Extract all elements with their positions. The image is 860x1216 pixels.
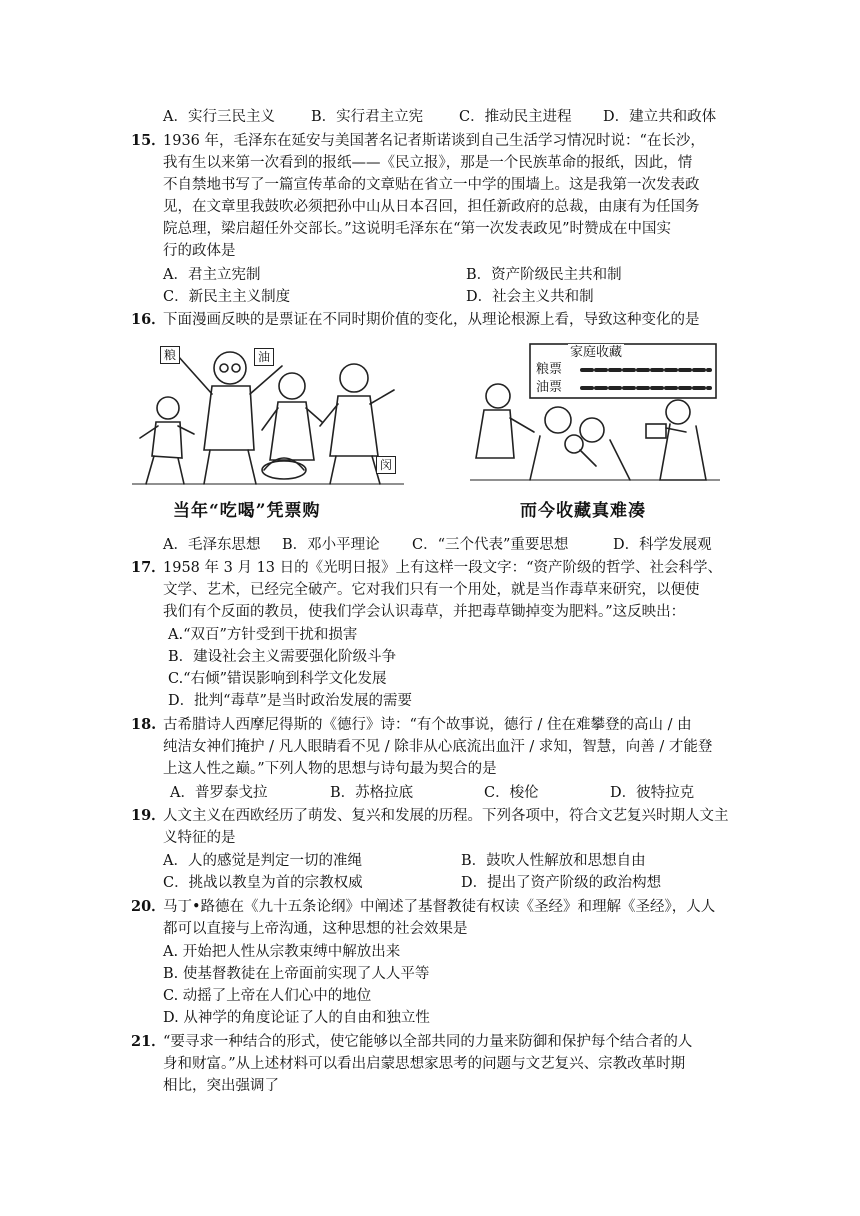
cartoon-ticket-collection-now	[470, 340, 720, 484]
q20-number: 20．	[131, 898, 166, 915]
collection-board-oil-tickets: 油票	[536, 380, 563, 395]
q16-option-b: B．邓小平理论	[282, 537, 380, 553]
q18-option-a: A．普罗泰戈拉	[170, 785, 268, 801]
q16-option-a: A．毛泽东思想	[163, 537, 261, 553]
collection-board-header: 家庭收藏	[570, 345, 623, 360]
q18-option-d: D．彼特拉克	[610, 785, 695, 801]
q18-stem-line: 古希腊诗人西摩尼得斯的《德行》诗：“有个故事说，德行 / 住在难攀登的高山 / 由	[163, 717, 692, 733]
q15-option-d: D．社会主义共和制	[466, 289, 594, 305]
q20-option-c: C. 动摇了上帝在人们心中的地位	[163, 988, 372, 1004]
q21-stem-line: “要寻求一种结合的形式，使它能够以全部共同的力量来防御和保护每个结合者的人	[163, 1034, 693, 1050]
q19-option-d: D．提出了资产阶级的政治构想	[461, 875, 662, 891]
q18-option-c: C．梭伦	[484, 785, 539, 801]
q14-option-b: B．实行君主立宪	[311, 109, 424, 125]
q15-stem-line: 不自禁地书写了一篇宣传革命的文章贴在省立一中学的围墙上。这是我第一次发表政	[163, 177, 700, 193]
q19-option-a: A．人的感觉是判定一切的准绳	[163, 853, 362, 869]
q17-stem-line: 我们有个反面的教员，使我们学会认识毒草，并把毒草锄掉变为肥料。”这反映出：	[163, 604, 686, 620]
q17-option-d: D．批判“毒草”是当时政治发展的需要	[168, 693, 412, 709]
q15-option-c: C．新民主主义制度	[163, 289, 291, 305]
right-cartoon-caption: 而今收藏真难凑	[520, 501, 646, 521]
q15-stem-line: 我有生以来第一次看到的报纸——《民立报》，那是一个民族革命的报纸，因此，情	[163, 155, 693, 171]
ticket-label-oil: 油	[254, 348, 274, 366]
q19-option-b: B．鼓吹人性解放和思想自由	[461, 853, 646, 869]
q18-stem-line: 上这人性之巅。”下列人物的思想与诗句最为契合的是	[163, 761, 497, 777]
q19-stem-line: 人文主义在西欧经历了萌发、复兴和发展的历程。下列各项中，符合文艺复兴时期人文主	[163, 808, 729, 824]
q14-option-c: C．推动民主进程	[459, 109, 572, 125]
q20-option-b: B. 使基督教徒在上帝面前实现了人人平等	[163, 966, 430, 982]
q16-option-c: C．“三个代表”重要思想	[412, 537, 569, 553]
q21-stem-line: 相比，突出强调了	[163, 1078, 279, 1094]
q15-number: 15．	[131, 132, 166, 149]
q19-stem-line: 义特征的是	[163, 830, 236, 846]
q15-stem-line: 行的政体是	[163, 243, 236, 259]
q16-number: 16．	[131, 311, 166, 328]
q20-option-d: D. 从神学的角度论证了人的自由和独立性	[163, 1010, 430, 1026]
q17-stem-line: 1958 年 3 月 13 日的《光明日报》上有这样一段文字：“资产阶级的哲学、社会科学、	[163, 560, 723, 576]
q17-stem-line: 文学、艺术，已经完全破产。它对我们只有一个用处，就是当作毒草来研究，以便使	[163, 582, 700, 598]
ticket-label-grain: 粮	[160, 346, 180, 364]
q16-option-d: D．科学发展观	[613, 537, 712, 553]
q17-option-a: A.“双百”方针受到干扰和损害	[168, 627, 358, 643]
q14-option-a: A．实行三民主义	[163, 109, 275, 125]
q15-option-b: B．资产阶级民主共和制	[466, 267, 622, 283]
q17-option-b: B．建设社会主义需要强化阶级斗争	[168, 649, 397, 665]
q15-stem-line: 见，在文章里我鼓吹必须把孙中山从日本召回，担任新政府的总裁，由康有为任国务	[163, 199, 700, 215]
q17-number: 17．	[131, 559, 166, 576]
collection-board-grain-tickets: 粮票	[536, 362, 563, 377]
q20-option-a: A. 开始把人性从宗教束缚中解放出来	[163, 944, 401, 960]
q18-option-b: B．苏格拉底	[330, 785, 414, 801]
q18-number: 18.	[131, 716, 157, 733]
q15-stem-line: 1936 年，毛泽东在延安与美国著名记者斯诺谈到自己生活学习情况时说：“在长沙，	[163, 133, 705, 149]
q19-option-c: C．挑战以教皇为首的宗教权威	[163, 875, 363, 891]
q14-option-d: D．建立共和政体	[603, 109, 717, 125]
q15-stem-line: 院总理，梁启超任外交部长。”这说明毛泽东在“第一次发表政见”时赞成在中国实	[163, 221, 671, 237]
q16-stem-line: 下面漫画反映的是票证在不同时期价值的变化，从理论根源上看，导致这种变化的是	[163, 312, 700, 328]
q17-option-c: C.“右倾”错误影响到科学文化发展	[168, 671, 387, 687]
q20-stem-line: 都可以直接与上帝沟通，这种思想的社会效果是	[163, 921, 468, 937]
ticket-label-small: 闵	[376, 456, 396, 474]
left-cartoon-caption: 当年“吃喝”凭票购	[173, 501, 321, 521]
q15-option-a: A．君主立宪制	[163, 267, 261, 283]
q19-number: 19．	[131, 807, 166, 824]
q18-stem-line: 纯洁女神们掩护 / 凡人眼睛看不见 / 除非从心底流出血汗 / 求知，智慧，向善 / 才能登	[163, 739, 713, 755]
q21-number: 21．	[131, 1033, 166, 1050]
q21-stem-line: 身和财富。”从上述材料可以看出启蒙思想家思考的问题与文艺复兴、宗教改革时期	[163, 1056, 686, 1072]
q20-stem-line: 马丁•路德在《九十五条论纲》中阐述了基督教徒有权读《圣经》和理解《圣经》，人人	[163, 899, 716, 915]
cartoon-ration-tickets-past	[132, 338, 404, 486]
